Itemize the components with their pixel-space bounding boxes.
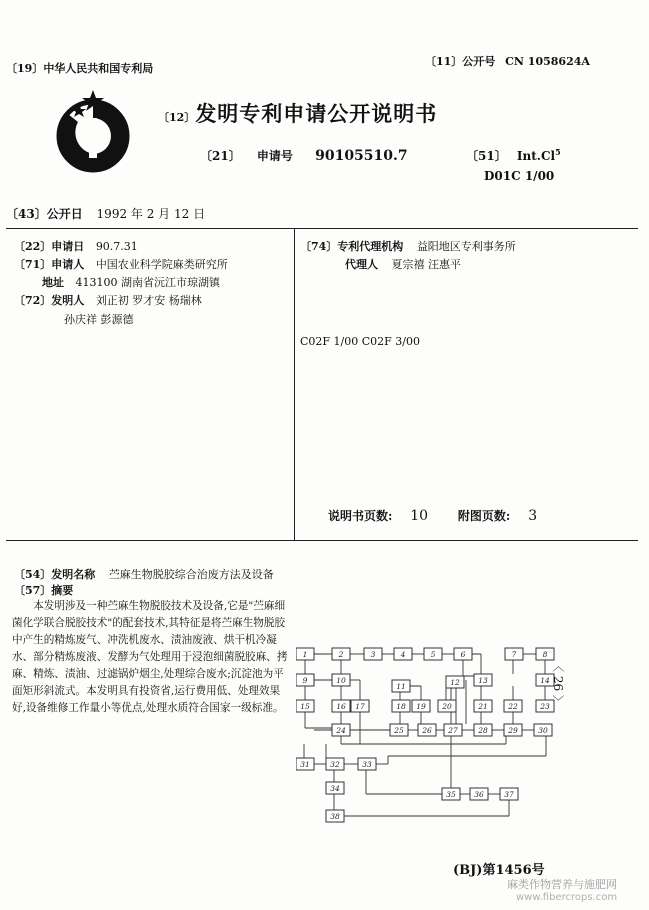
applicant-row (14, 256, 228, 272)
spec-pages: 10 (410, 508, 429, 524)
diagram-unit-label-36: 36 (474, 790, 484, 799)
agent-row (345, 256, 461, 272)
inventors-row (14, 292, 202, 308)
diagram-unit-label-27: 27 (448, 726, 458, 735)
fig-pages: 3 (528, 508, 538, 524)
diagram-unit-label-19: 19 (416, 702, 426, 711)
address-value: 413100 湖南省沅江市琼湖镇 (75, 276, 220, 289)
diagram-unit-label-32: 32 (330, 760, 340, 769)
diagram-unit-label-1: 1 (302, 650, 308, 659)
diagram-unit-label-5: 5 (430, 650, 436, 659)
invention-name-label: 〔54〕发明名称 (14, 568, 96, 581)
diagram-unit-label-11: 11 (396, 682, 406, 691)
diagram-unit-label-18: 18 (396, 702, 406, 711)
inventors-label: 〔72〕发明人 (14, 294, 85, 307)
pubdate-code: 〔43〕 (6, 207, 47, 221)
diagram-unit-label-3: 3 (370, 650, 376, 659)
watermark-cn: 麻类作物营养与施肥网 (507, 878, 617, 891)
diagram-unit-label-4: 4 (400, 650, 406, 659)
diagram-unit-label-26: 26 (422, 726, 432, 735)
diagram-unit-label-17: 17 (355, 702, 365, 711)
diagram-unit-label-22: 22 (508, 702, 518, 711)
footer-code: (BJ)第1456号 (453, 863, 545, 878)
diagram-unit-label-14: 14 (540, 676, 550, 685)
document-title (158, 98, 437, 128)
diagram-units (296, 648, 554, 822)
diagram-unit-label-6: 6 (460, 650, 466, 659)
watermark-url: www.fibercrops.com (516, 892, 618, 903)
filed-value: 90.7.31 (95, 240, 138, 253)
pubdate-value: 1992 年 2 月 12 日 (96, 207, 206, 221)
diagram-unit-label-23: 23 (540, 702, 550, 711)
page-counts (328, 507, 537, 524)
diagram-unit-label-20: 20 (442, 702, 452, 711)
ipc-label: Int.Cl (516, 149, 556, 163)
country-office (6, 60, 153, 76)
app-number: 90105510.7 (315, 148, 408, 164)
page-marker: 〈 26 〉 (551, 660, 565, 707)
patent-office-emblem-icon (52, 84, 134, 180)
diagram-unit-label-29: 29 (508, 726, 518, 735)
country-name: 中华人民共和国专利局 (43, 62, 154, 75)
publication-number (425, 53, 590, 69)
divider-top (6, 228, 638, 229)
pub-no-value: CN 1058624A (505, 55, 590, 68)
invention-name-value: 苎麻生物脱胶综合治废方法及设备 (108, 568, 274, 581)
title-code: 〔12〕 (158, 111, 196, 124)
diagram-unit-label-2: 2 (338, 650, 344, 659)
diagram-unit-label-30: 30 (538, 726, 548, 735)
diagram-unit-label-25: 25 (394, 726, 404, 735)
diagram-unit-label-38: 38 (330, 812, 340, 821)
applicant-label: 〔71〕申请人 (14, 258, 85, 271)
ipc-sup: 5 (555, 147, 561, 157)
pub-no-code: 〔11〕公开号 (425, 55, 496, 68)
diagram-unit-label-37: 37 (504, 790, 514, 799)
diagram-unit-label-8: 8 (542, 650, 548, 659)
agent-value: 夏宗禧 汪惠平 (391, 258, 461, 271)
diagram-unit-label-13: 13 (478, 676, 488, 685)
divider-bottom (6, 540, 638, 541)
title-text: 发明专利申请公开说明书 (195, 101, 438, 126)
address-row (14, 274, 220, 290)
abstract-text: 本发明涉及一种苎麻生物脱胶技术及设备,它是"苎麻细菌化学联合脱胶技术"的配套技术,其特征是将苎麻生物脱胶中产生的精炼废气、冲洗机废水、渍油废液、烘干机冷凝水、部分精炼废液、发酵为气处理用于浸泡细菌脱胶麻、拷麻、精炼、渍油、过滤锅炉烟尘,处理综合废水;沉淀池为平面矩形斜流式。本发明具有投资省,运行费用低、处理效果好,设备维修工作量小等优点,处理水质符合国家一级标准。 (12, 600, 288, 714)
diagram-unit-label-33: 33 (362, 760, 372, 769)
divider-vertical (294, 228, 295, 541)
pubdate-label: 公开日 (46, 207, 83, 221)
agency-row (300, 238, 516, 254)
diagram-unit-label-10: 10 (336, 676, 346, 685)
agent-label: 代理人 (345, 258, 378, 271)
app-label: 申请号 (256, 149, 293, 163)
diagram-unit-label-16: 16 (336, 702, 346, 711)
diagram-unit-label-15: 15 (300, 702, 310, 711)
diagram-unit-label-24: 24 (336, 726, 346, 735)
fig-pages-label: 附图页数: (457, 509, 511, 523)
diagram-unit-label-21: 21 (478, 702, 488, 711)
diagram-unit-label-9: 9 (302, 676, 308, 685)
ipc-code: 〔51〕 (466, 149, 507, 163)
diagram-unit-label-12: 12 (450, 678, 460, 687)
inventors-line1: 刘正初 罗才安 杨瑞林 (95, 294, 202, 307)
application-number-row (200, 147, 408, 164)
applicant-value: 中国农业科学院麻类研究所 (95, 258, 228, 271)
spec-pages-label: 说明书页数: (328, 509, 393, 523)
process-flow-diagram (296, 644, 556, 826)
filed-label: 〔22〕申请日 (14, 240, 85, 253)
diagram-unit-label-34: 34 (330, 784, 340, 793)
diagram-unit-label-35: 35 (446, 790, 456, 799)
publication-date (6, 205, 205, 222)
diagram-unit-label-31: 31 (300, 760, 310, 769)
ipc-value: D01C 1/00 (484, 169, 555, 183)
ipc-main (466, 147, 561, 164)
inventors-line2: 孙庆祥 彭源德 (64, 313, 134, 326)
diagram-unit-label-7: 7 (511, 650, 517, 659)
filed-row (14, 238, 138, 254)
agency-label: 〔74〕专利代理机构 (300, 240, 404, 253)
abstract-label: 〔57〕摘要 (14, 584, 74, 597)
diagram-unit-label-28: 28 (478, 726, 488, 735)
address-label: 地址 (42, 276, 64, 289)
agency-value: 益阳地区专利事务所 (416, 240, 516, 253)
invention-name-row (14, 566, 274, 582)
country-code: 〔19〕 (6, 62, 44, 75)
ipc-extra: C02F 1/00 C02F 3/00 (300, 335, 420, 348)
app-code: 〔21〕 (200, 149, 241, 163)
